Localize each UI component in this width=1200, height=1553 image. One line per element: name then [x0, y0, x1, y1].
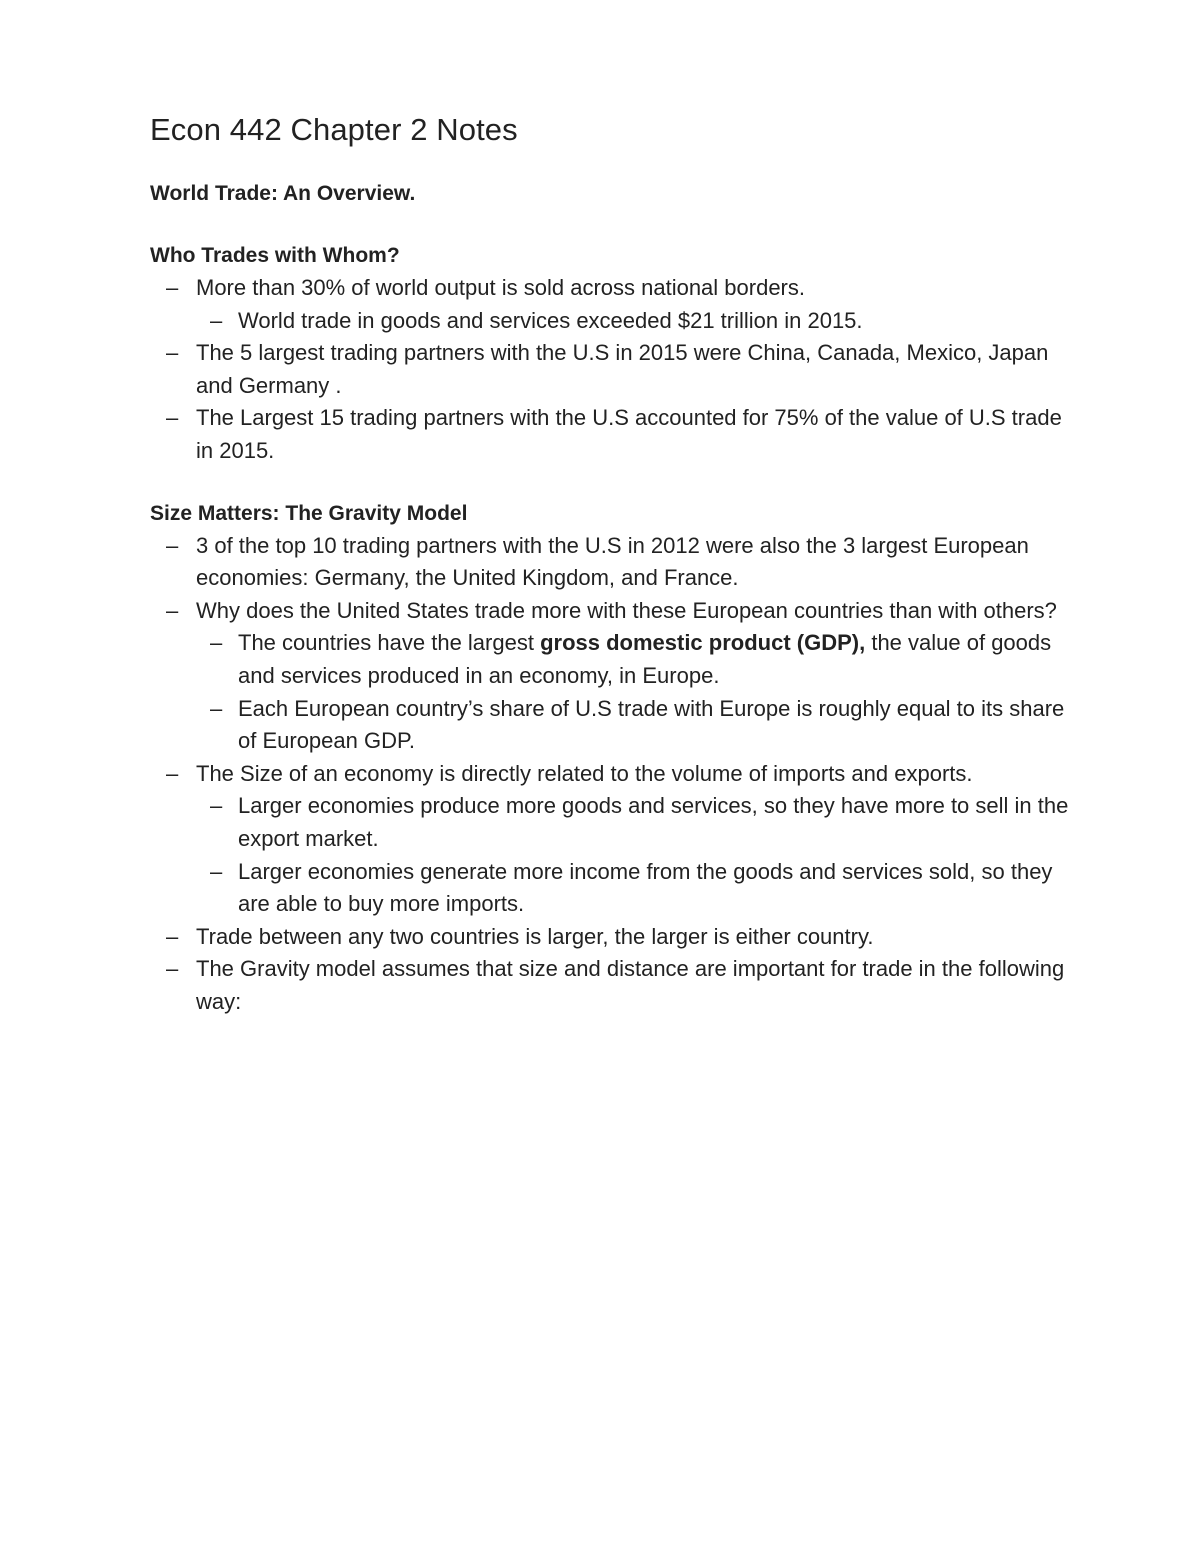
- list-item-text-after: the value of goods and services produced in an economy, in Europe.: [238, 630, 1052, 688]
- list-item: [150, 921, 1070, 954]
- sub-list: [194, 790, 1070, 920]
- list-item: [194, 790, 1070, 855]
- list-item: [150, 272, 1070, 337]
- list-item-text-before: The countries have the largest: [238, 630, 541, 656]
- dash-bullet-icon: –: [166, 532, 179, 558]
- dash-bullet-icon: –: [166, 275, 179, 300]
- section-2-list: [150, 530, 1070, 1019]
- list-item: [150, 337, 1070, 402]
- dash-bullet-icon: –: [166, 597, 179, 623]
- list-item-text: Each European country’s share of U.S trade with Europe is roughly equal to its share of European GDP.: [238, 695, 1065, 754]
- sub-list: [194, 305, 1070, 338]
- document-page: [150, 100, 1070, 1018]
- dash-bullet-icon: –: [210, 307, 223, 333]
- dash-bullet-icon: –: [166, 340, 179, 366]
- list-item: [150, 953, 1070, 1018]
- list-item-text: The Size of an economy is directly related to the volume of imports and exports.: [196, 760, 973, 786]
- list-item-text: World trade in goods and services exceeded $21 trillion in 2015.: [238, 307, 863, 333]
- document-title: Econ 442 Chapter 2 Notes: [150, 112, 518, 147]
- list-item: [150, 758, 1070, 921]
- list-item: [194, 693, 1070, 758]
- list-item: [150, 402, 1070, 467]
- list-item-text: Larger economies produce more goods and services, so they have more to sell in the export market.: [238, 793, 1069, 851]
- list-item: [194, 856, 1070, 921]
- list-item-text: Trade between any two countries is larger, the larger is either country.: [196, 923, 874, 949]
- list-item: [194, 305, 1070, 338]
- dash-bullet-icon: –: [166, 923, 179, 949]
- list-item-text: The Gravity model assumes that size and distance are important for trade in the following way:: [196, 956, 1065, 1014]
- list-item-text: The Largest 15 trading partners with the U.S accounted for 75% of the value of U.S trade in 2015.: [196, 405, 1062, 463]
- section-heading-who-trades: Who Trades with Whom?: [150, 244, 400, 267]
- section-heading-gravity-model: Size Matters: The Gravity Model: [150, 501, 468, 525]
- dash-bullet-icon: –: [210, 695, 223, 721]
- list-item-text: Larger economies generate more income from the goods and services sold, so they are able to buy more imports.: [238, 858, 1053, 917]
- list-item-text: More than 30% of world output is sold across national borders.: [196, 275, 805, 300]
- dash-bullet-icon: –: [166, 956, 179, 982]
- list-item: [150, 530, 1070, 595]
- list-item-text: Why does the United States trade more with these European countries than with others?: [196, 597, 1057, 623]
- dash-bullet-icon: –: [166, 405, 179, 431]
- list-item: [150, 595, 1070, 758]
- list-item-text: The 5 largest trading partners with the U.S in 2015 were China, Canada, Mexico, Japan and Germany .: [196, 340, 1049, 398]
- dash-bullet-icon: –: [166, 760, 179, 786]
- list-item-text: 3 of the top 10 trading partners with the U.S in 2012 were also the 3 largest European economies: Germany, the United Kingdom, and France.: [196, 532, 1029, 591]
- list-item: [194, 627, 1070, 692]
- dash-bullet-icon: –: [210, 630, 223, 656]
- document-subtitle: World Trade: An Overview.: [150, 182, 416, 205]
- dash-bullet-icon: –: [210, 793, 223, 819]
- gdp-term: gross domestic product (GDP),: [540, 630, 866, 656]
- section-1-list: [150, 272, 1070, 468]
- dash-bullet-icon: –: [210, 858, 223, 884]
- sub-list: [194, 627, 1070, 757]
